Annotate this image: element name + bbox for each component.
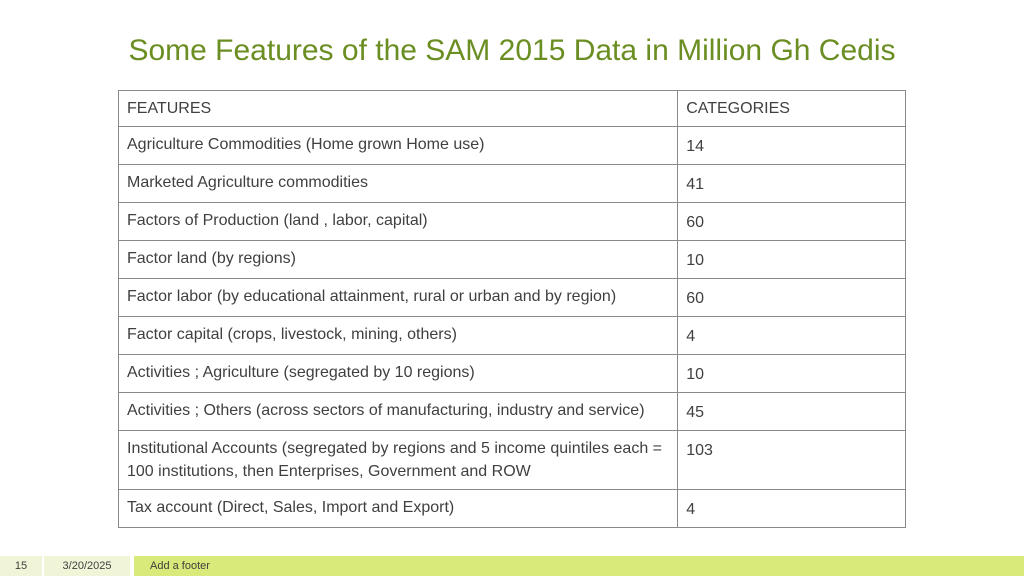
- category-count-cell: 45: [678, 393, 906, 431]
- footer-date: 3/20/2025: [44, 556, 130, 576]
- table-row: [119, 431, 906, 490]
- footer-text: Add a footer: [134, 556, 1024, 576]
- table-row: [119, 203, 906, 241]
- table-row: [119, 490, 906, 528]
- category-count-cell: 10: [678, 241, 906, 279]
- category-count-cell: 41: [678, 165, 906, 203]
- category-count-cell: 4: [678, 317, 906, 355]
- feature-cell: Activities ; Others (across sectors of manufacturing, industry and service): [119, 393, 678, 431]
- category-count-cell: 14: [678, 127, 906, 165]
- feature-cell: Factor labor (by educational attainment, rural or urban and by region): [119, 279, 678, 317]
- category-count-cell: 10: [678, 355, 906, 393]
- table-row: [119, 165, 906, 203]
- feature-cell: Institutional Accounts (segregated by regions and 5 income quintiles each = 100 institutions, then Enterprises, Government and ROW: [119, 431, 678, 490]
- category-count-cell: 4: [678, 490, 906, 528]
- table-row: [119, 317, 906, 355]
- feature-cell: Factor capital (crops, livestock, mining, others): [119, 317, 678, 355]
- header-categories: CATEGORIES: [678, 91, 906, 127]
- feature-cell: Tax account (Direct, Sales, Import and Export): [119, 490, 678, 528]
- table-header-row: [119, 91, 906, 127]
- category-count-cell: 103: [678, 431, 906, 490]
- slide-title: Some Features of the SAM 2015 Data in Million Gh Cedis: [128, 34, 896, 67]
- features-table: [118, 90, 906, 528]
- slide-number: 15: [0, 556, 42, 576]
- slide-footer: [0, 556, 1024, 576]
- feature-cell: Marketed Agriculture commodities: [119, 165, 678, 203]
- category-count-cell: 60: [678, 279, 906, 317]
- table-row: [119, 355, 906, 393]
- table-row: [119, 127, 906, 165]
- table-row: [119, 393, 906, 431]
- category-count-cell: 60: [678, 203, 906, 241]
- table-row: [119, 279, 906, 317]
- feature-cell: Activities ; Agriculture (segregated by 10 regions): [119, 355, 678, 393]
- feature-cell: Factor land (by regions): [119, 241, 678, 279]
- header-features: FEATURES: [119, 91, 678, 127]
- table-row: [119, 241, 906, 279]
- feature-cell: Agriculture Commodities (Home grown Home use): [119, 127, 678, 165]
- feature-cell: Factors of Production (land , labor, capital): [119, 203, 678, 241]
